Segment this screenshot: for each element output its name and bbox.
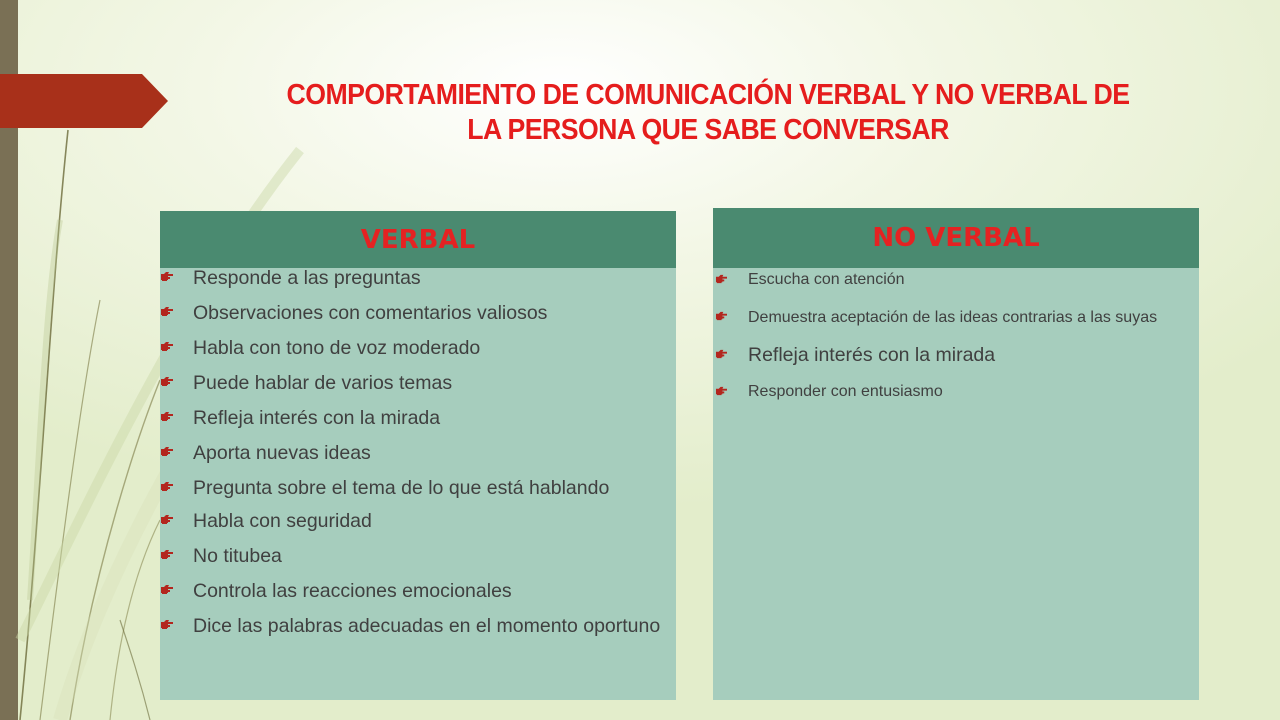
slide-title-line-1: COMPORTAMIENTO DE COMUNICACIÓN VERBAL Y NO VERBAL DE — [286, 79, 1130, 111]
list-item — [160, 443, 676, 463]
verbal-panel — [160, 211, 676, 700]
hand-pointing-right-icon — [160, 446, 174, 458]
list-item-label: No titubea — [193, 545, 282, 567]
list-item — [713, 268, 1199, 292]
verbal-header: VERBAL — [160, 211, 676, 268]
list-item — [713, 305, 1199, 330]
list-item — [713, 380, 1199, 404]
hand-pointing-right-icon — [160, 549, 174, 561]
list-item-label: Responde a las preguntas — [193, 267, 421, 289]
list-item-label: Dice las palabras adecuadas en el momento oportuno — [193, 615, 661, 637]
list-item — [160, 478, 676, 498]
list-item-label: Demuestra aceptación de las ideas contrarias a las suyas — [748, 309, 1158, 326]
hand-pointing-right-icon — [160, 481, 174, 493]
hand-pointing-right-icon — [160, 306, 174, 318]
list-item-label: Habla con seguridad — [193, 510, 372, 532]
no-verbal-header: NO VERBAL — [713, 208, 1199, 268]
hand-pointing-right-icon — [160, 619, 174, 631]
list-item-label: Aporta nuevas ideas — [193, 442, 371, 464]
hand-pointing-right-icon — [160, 271, 174, 283]
hand-pointing-right-icon — [160, 514, 174, 526]
hand-pointing-right-icon — [160, 341, 174, 353]
hand-pointing-right-icon — [715, 311, 728, 322]
list-item-label: Pregunta sobre el tema de lo que está hablando — [193, 477, 610, 499]
list-item — [160, 546, 676, 566]
list-item — [160, 268, 676, 288]
list-item — [160, 511, 676, 531]
list-item — [160, 581, 676, 601]
list-item — [160, 303, 676, 323]
list-item — [160, 616, 676, 636]
list-item — [160, 373, 676, 393]
slide-title-line-2: LA PERSONA QUE SABE CONVERSAR — [467, 114, 949, 146]
hand-pointing-right-icon — [160, 411, 174, 423]
hand-pointing-right-icon — [715, 386, 728, 397]
list-item-label: Habla con tono de voz moderado — [193, 337, 481, 359]
list-item-label: Refleja interés con la mirada — [193, 407, 441, 429]
list-item-label: Observaciones con comentarios valiosos — [193, 302, 548, 324]
list-item-label: Refleja interés con la mirada — [748, 344, 996, 366]
title-ribbon-arrow — [0, 74, 168, 128]
verbal-list — [160, 268, 676, 636]
hand-pointing-right-icon — [160, 584, 174, 596]
list-item-label: Escucha con atención — [748, 271, 905, 288]
list-item — [160, 338, 676, 358]
list-item-label: Responder con entusiasmo — [748, 383, 943, 400]
list-item-label: Puede hablar de varios temas — [193, 372, 453, 394]
no-verbal-list — [713, 268, 1199, 404]
slide-title — [241, 78, 1176, 148]
list-item — [160, 408, 676, 428]
list-item — [713, 343, 1199, 367]
hand-pointing-right-icon — [715, 274, 728, 285]
hand-pointing-right-icon — [160, 376, 174, 388]
no-verbal-panel — [713, 208, 1199, 700]
hand-pointing-right-icon — [715, 349, 728, 360]
list-item-label: Controla las reacciones emocionales — [193, 580, 512, 602]
